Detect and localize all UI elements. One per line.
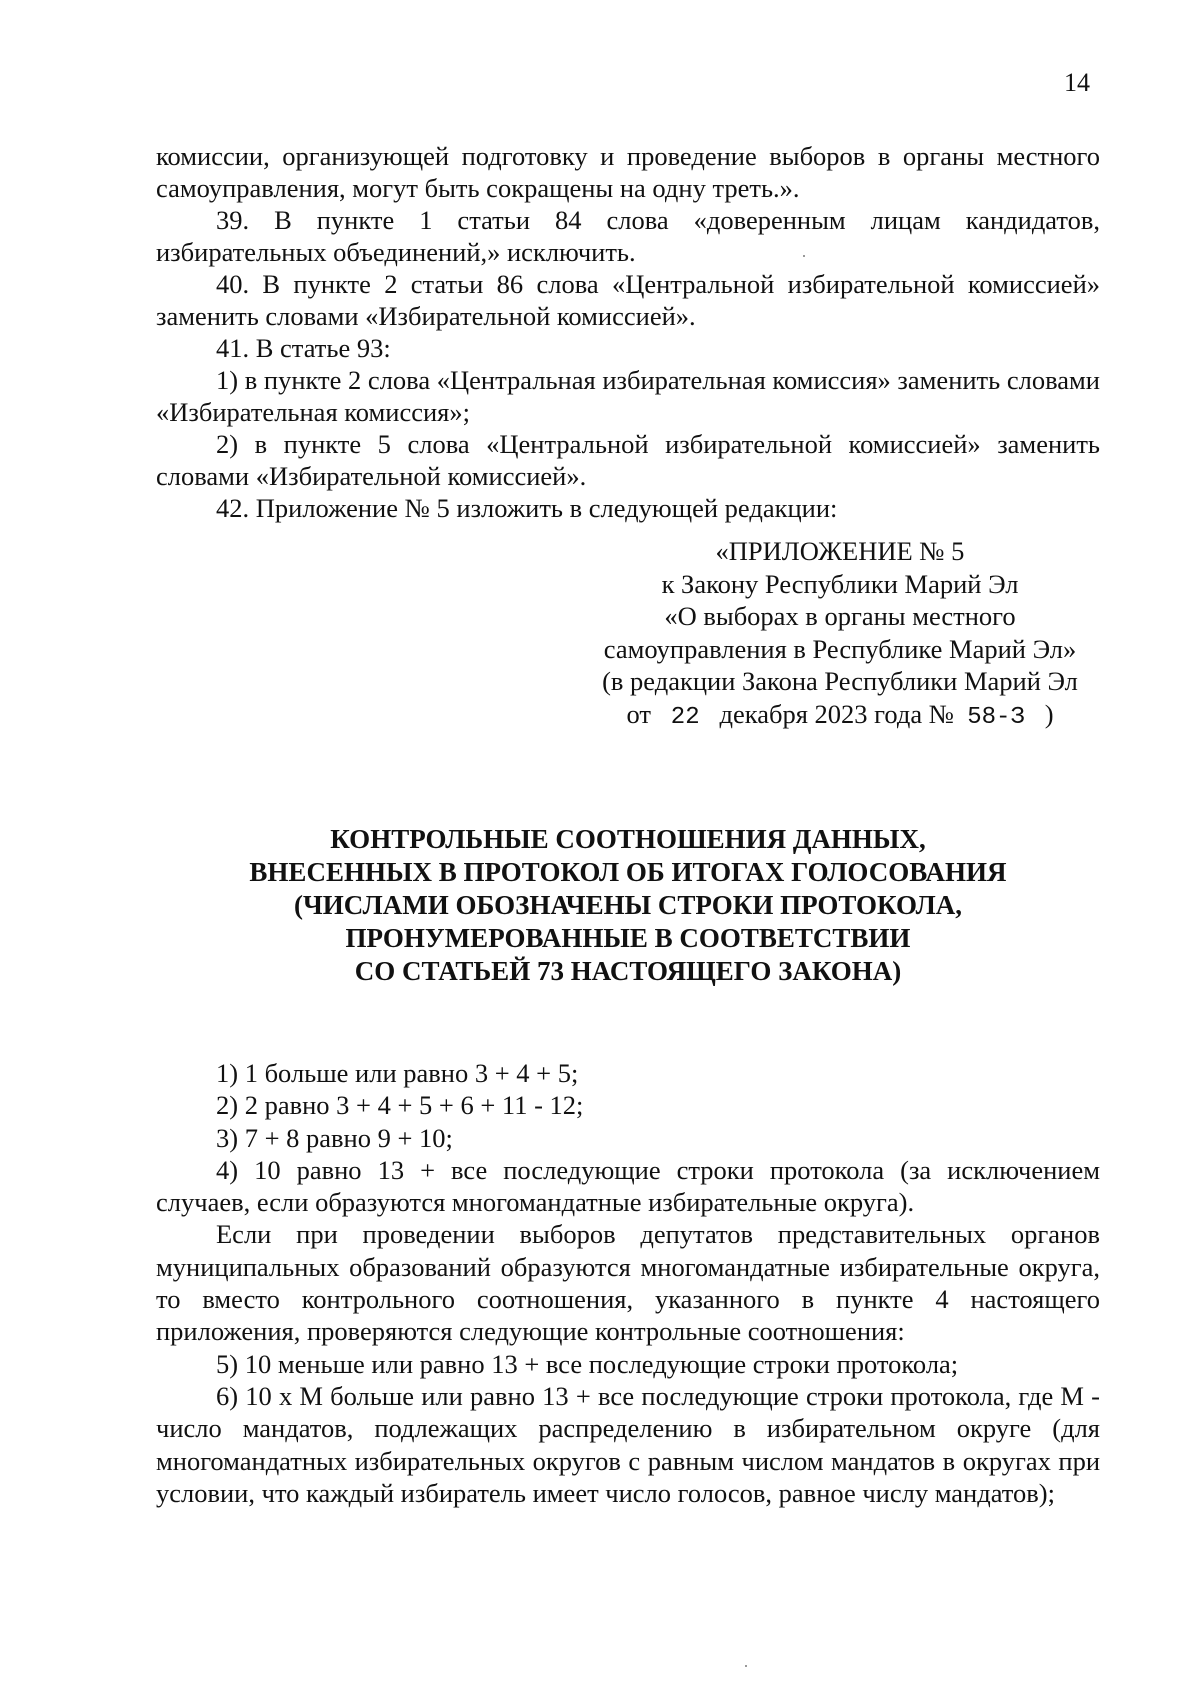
date-day: 22 [670, 703, 700, 731]
heading-line-1: КОНТРОЛЬНЫЕ СООТНОШЕНИЯ ДАННЫХ, [330, 824, 926, 854]
list-paragraph: Если при проведении выборов депутатов представительных органов муниципальных образований образуются многомандатные избирательные округа, то вместо контрольного соотношения, указанного в пункте 4 настоящего приложения, проверяются следующие контрольные соотношения: [156, 1219, 1100, 1347]
paragraph-item-41: 41. В статье 93: [216, 333, 391, 363]
paragraph-item-40: 40. В пункте 2 статьи 86 слова «Центральной избирательной комиссией» заменить словами «Избирательной комиссией». [156, 269, 1100, 331]
appendix-law-ref: к Закону Республики Марий Эл [661, 568, 1019, 599]
paragraph-continuation: комиссии, организующей подготовку и проведение выборов в органы местного самоуправления, могут быть сокращены на одну треть.». [156, 141, 1100, 203]
appendix-header [560, 535, 1120, 734]
control-relations-list [156, 1057, 1100, 1509]
list-item: 1) 1 больше или равно 3 + 4 + 5; [216, 1058, 579, 1088]
list-item: 6) 10 х М больше или равно 13 + все последующие строки протокола, где М - число мандатов, подлежащих распределению в избирательном округе (для многомандатных избирательных округов с равным числом мандатов в округах при условии, что каждый избиратель имеет число голосов, равное числу мандатов); [156, 1380, 1100, 1508]
heading-line-3: (ЧИСЛАМИ ОБОЗНАЧЕНЫ СТРОКИ ПРОТОКОЛА, [294, 890, 962, 920]
date-suffix: ) [1044, 698, 1054, 729]
date-middle: декабря 2023 года № [719, 698, 954, 729]
appendix-law-name-2: самоуправления в Республике Марий Эл» [603, 633, 1077, 664]
appendix-title: «ПРИЛОЖЕНИЕ № 5 [715, 536, 965, 566]
date-prefix: от [626, 698, 651, 729]
scan-speck [803, 255, 805, 257]
appendix-law-name-1: «О выборах в органы местного [664, 601, 1016, 631]
amendments-text [156, 140, 1100, 524]
section-heading [156, 823, 1100, 988]
paragraph-item-41-1: 1) в пункте 2 слова «Центральная избирательная комиссия» заменить словами «Избирательная комиссия»; [156, 365, 1100, 427]
appendix-edition: (в редакции Закона Республики Марий Эл [602, 666, 1078, 696]
page-number: 14 [1064, 68, 1090, 97]
paragraph-item-42: 42. Приложение № 5 изложить в следующей редакции: [216, 493, 838, 523]
list-item: 5) 10 меньше или равно 13 + все последующие строки протокола; [216, 1348, 959, 1379]
heading-line-5: СО СТАТЬЕЙ 73 НАСТОЯЩЕГО ЗАКОНА) [354, 956, 902, 986]
paragraph-item-39: 39. В пункте 1 статьи 84 слова «доверенным лицам кандидатов, избирательных объединений,» исключить. [156, 205, 1100, 267]
list-item: 4) 10 равно 13 + все последующие строки протокола (за исключением случаев, если образуются многомандатные избирательные округа). [156, 1154, 1100, 1218]
appendix-date-line [560, 698, 1120, 735]
heading-line-2: ВНЕСЕННЫХ В ПРОТОКОЛ ОБ ИТОГАХ ГОЛОСОВАНИЯ [249, 857, 1007, 887]
list-item: 2) 2 равно 3 + 4 + 5 + 6 + 11 - 12; [216, 1090, 584, 1121]
heading-line-4: ПРОНУМЕРОВАННЫЕ В СООТВЕТСТВИИ [345, 923, 911, 953]
scan-speck [745, 1665, 747, 1667]
list-item: 3) 7 + 8 равно 9 + 10; [216, 1122, 453, 1153]
paragraph-item-41-2: 2) в пункте 5 слова «Центральной избирательной комиссией» заменить словами «Избирательной комиссией». [156, 429, 1100, 491]
law-number: 58-З [967, 703, 1025, 731]
